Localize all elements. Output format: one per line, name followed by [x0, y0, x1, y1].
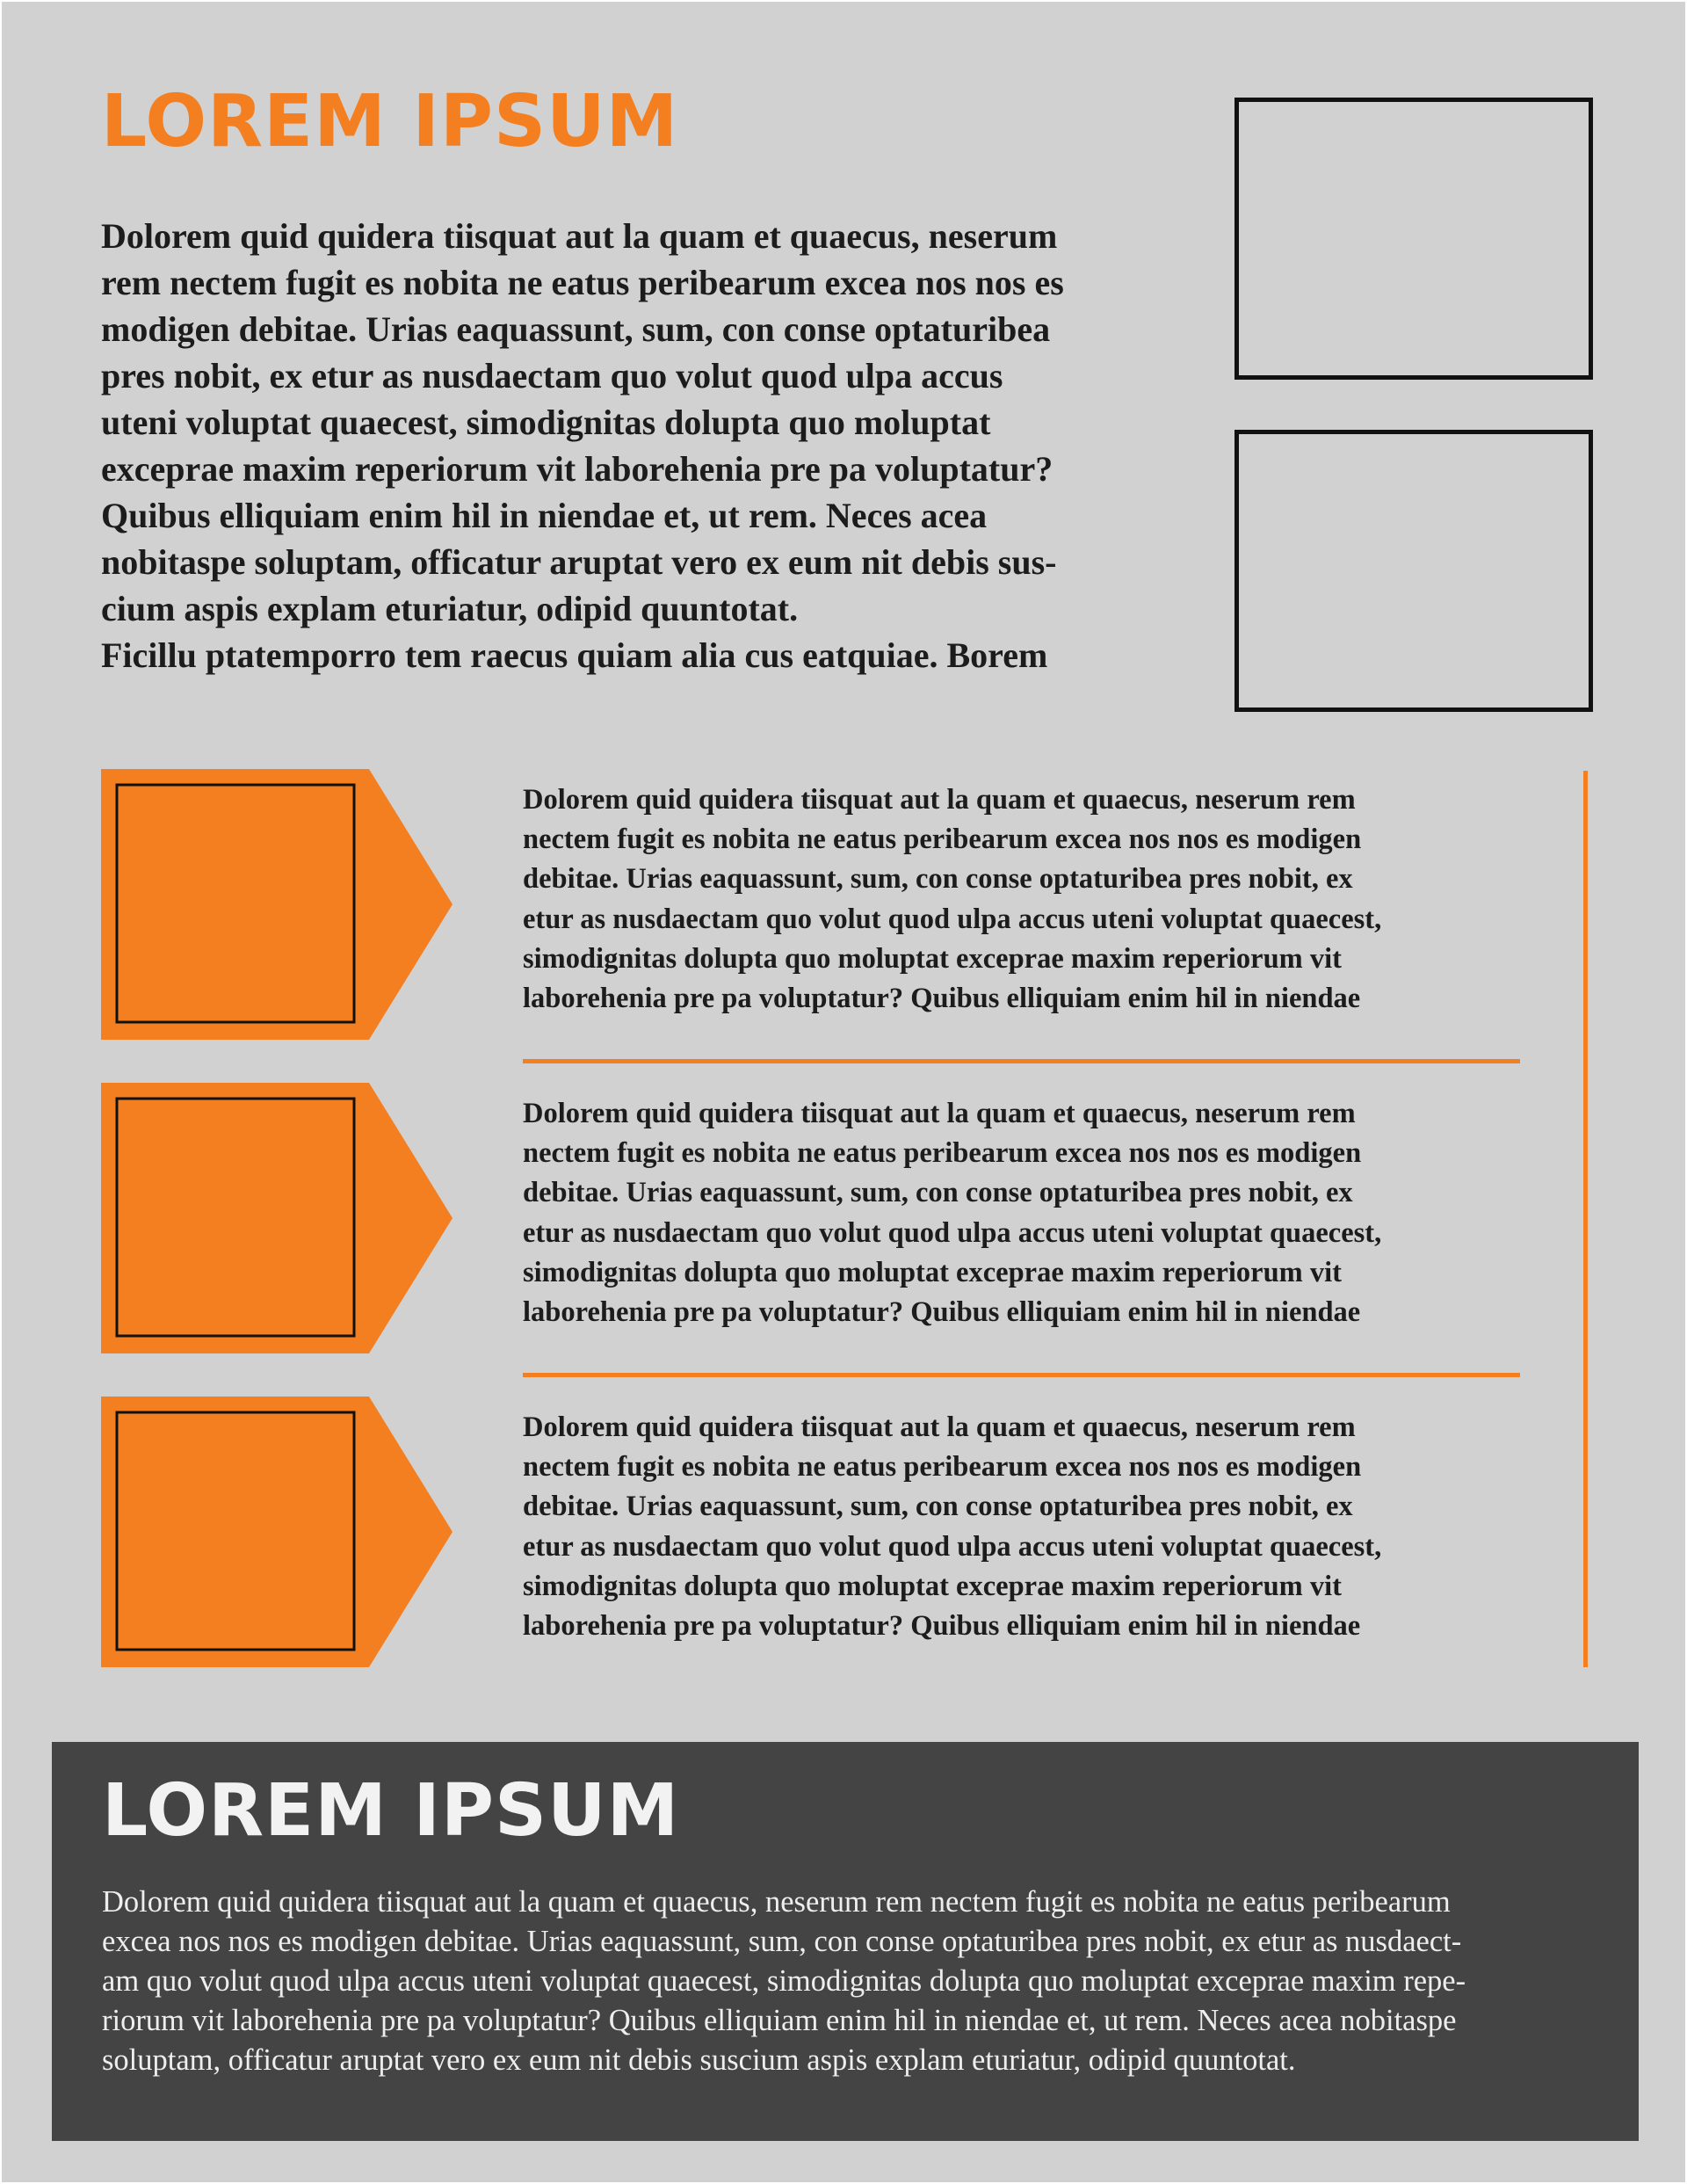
item-paragraph-2	[523, 1094, 1533, 1332]
intro-line: modigen debitae. Urias eaquassunt, sum, con conse optaturibea	[101, 309, 1051, 349]
arrow-tile-2	[101, 1083, 453, 1353]
intro-line: Dolorem quid quidera tiisquat aut la quam et quaecus, neserum	[101, 216, 1058, 256]
arrow-shape-icon	[101, 769, 453, 1040]
footer-line: soluptam, officatur aruptat vero ex eum nit debis suscium aspis explam eturiatur, odipid quuntotat.	[102, 2043, 1296, 2077]
item-line: Dolorem quid quidera tiisquat aut la quam et quaecus, neserum rem	[523, 1411, 1356, 1443]
footer-line: excea nos nos es modigen debitae. Urias eaquassunt, sum, con conse optaturibea pres nobit, ex etur as nusdaect-	[102, 1925, 1462, 1958]
item-line: nectem fugit es nobita ne eatus peribearum excea nos nos es modigen	[523, 824, 1362, 856]
arrow-tile-3	[101, 1397, 453, 1667]
intro-line: Ficillu ptatemporro tem raecus quiam alia cus eatquiae. Borem	[101, 635, 1048, 675]
arrow-shape-icon	[101, 1083, 453, 1353]
intro-line: pres nobit, ex etur as nusdaectam quo volut quod ulpa accus	[101, 356, 1003, 395]
flyer-page	[2, 2, 1685, 2182]
item-line: etur as nusdaectam quo volut quod ulpa accus uteni voluptat quaecest,	[523, 1530, 1382, 1563]
item-line: debitae. Urias eaquassunt, sum, con conse optaturibea pres nobit, ex	[523, 1177, 1353, 1209]
image-placeholder-middle	[1234, 430, 1593, 712]
item-line: laborehenia pre pa voluptatur? Quibus elliquiam enim hil in niendae	[523, 1610, 1361, 1643]
item-line: etur as nusdaectam quo volut quod ulpa accus uteni voluptat quaecest,	[523, 1216, 1382, 1249]
item-line: debitae. Urias eaquassunt, sum, con conse optaturibea pres nobit, ex	[523, 863, 1353, 896]
page-title: LOREM IPSUM	[101, 80, 679, 163]
item-line: nectem fugit es nobita ne eatus peribearum excea nos nos es modigen	[523, 1451, 1362, 1484]
item-line: laborehenia pre pa voluptatur? Quibus elliquiam enim hil in niendae	[523, 983, 1361, 1015]
item-line: simodignitas dolupta quo moluptat exceprae maxim reperiorum vit	[523, 1570, 1342, 1602]
intro-line: rem nectem fugit es nobita ne eatus peribearum excea nos nos es	[101, 263, 1064, 302]
image-placeholder-top	[1234, 98, 1593, 380]
intro-line: nobitaspe soluptam, officatur aruptat vero ex eum nit debis sus-	[101, 542, 1057, 582]
footer-panel	[52, 1742, 1639, 2141]
vertical-accent-rule	[1583, 771, 1588, 1667]
footer-line: riorum vit laborehenia pre pa voluptatur? Quibus elliquiam enim hil in niendae et, ut rem. Neces acea nobitaspe	[102, 2004, 1457, 2037]
footer-title: LOREM IPSUM	[102, 1769, 680, 1853]
intro-line: cium aspis explam eturiatur, odipid quuntotat.	[101, 589, 799, 628]
item-line: debitae. Urias eaquassunt, sum, con conse optaturibea pres nobit, ex	[523, 1491, 1353, 1523]
item-line: Dolorem quid quidera tiisquat aut la quam et quaecus, neserum rem	[523, 784, 1356, 816]
item-divider-2	[523, 1373, 1520, 1377]
item-line: simodignitas dolupta quo moluptat exceprae maxim reperiorum vit	[523, 1256, 1342, 1288]
item-line: nectem fugit es nobita ne eatus peribearum excea nos nos es modigen	[523, 1137, 1362, 1170]
item-line: etur as nusdaectam quo volut quod ulpa accus uteni voluptat quaecest,	[523, 903, 1382, 935]
footer-paragraph	[102, 1883, 1631, 2080]
footer-line: am quo volut quod ulpa accus uteni voluptat quaecest, simodignitas dolupta quo moluptat exceprae maxim repe-	[102, 1964, 1466, 1998]
arrow-shape-icon	[101, 1397, 453, 1667]
footer-line: Dolorem quid quidera tiisquat aut la quam et quaecus, neserum rem nectem fugit es nobita ne eatus peribearum	[102, 1885, 1451, 1919]
intro-line: Quibus elliquiam enim hil in niendae et, ut rem. Neces acea	[101, 496, 988, 535]
item-line: simodignitas dolupta quo moluptat exceprae maxim reperiorum vit	[523, 942, 1342, 975]
intro-paragraph	[101, 213, 1182, 678]
intro-line: uteni voluptat quaecest, simodignitas dolupta quo moluptat	[101, 403, 991, 442]
item-paragraph-3	[523, 1408, 1533, 1646]
item-line: laborehenia pre pa voluptatur? Quibus elliquiam enim hil in niendae	[523, 1296, 1361, 1329]
item-line: Dolorem quid quidera tiisquat aut la quam et quaecus, neserum rem	[523, 1098, 1356, 1129]
item-divider-1	[523, 1059, 1520, 1063]
item-paragraph-1	[523, 780, 1533, 1019]
intro-line: exceprae maxim reperiorum vit laborehenia pre pa voluptatur?	[101, 449, 1053, 489]
arrow-tile-1	[101, 769, 453, 1040]
